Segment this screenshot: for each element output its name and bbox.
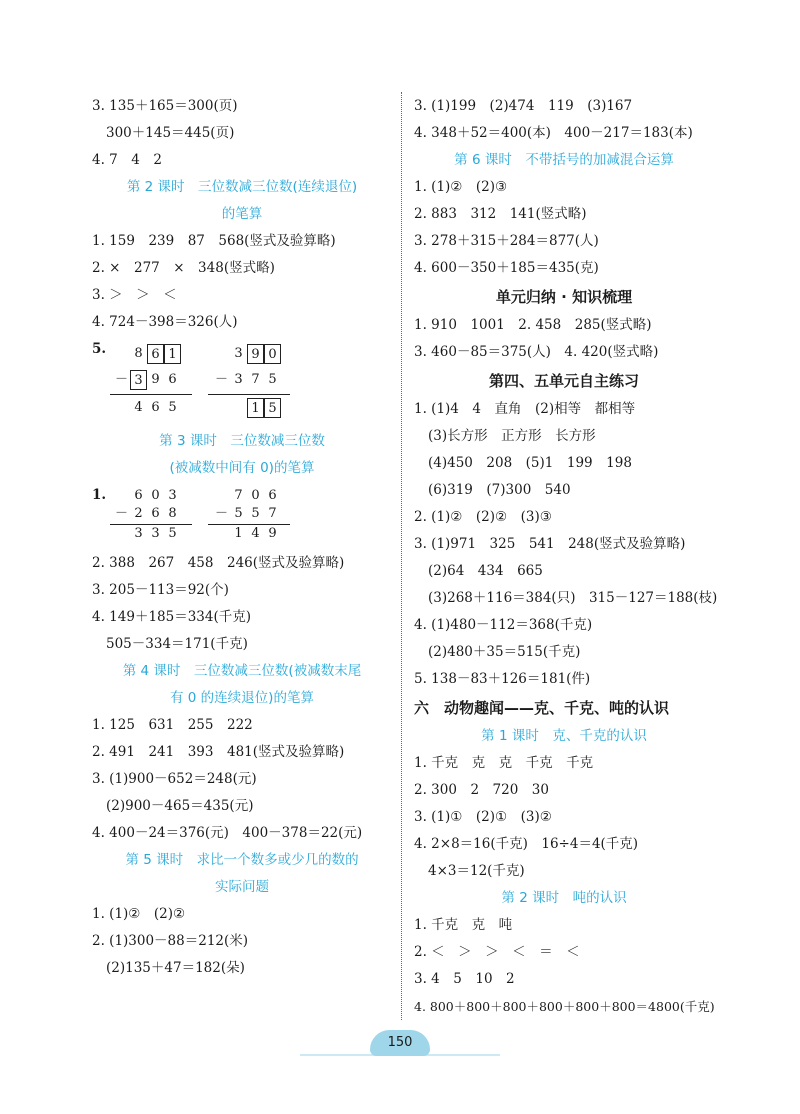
digit-box: 5 [264, 398, 281, 418]
digit: 0 [251, 488, 260, 503]
digit: 2 [134, 506, 143, 521]
section-heading: 第 2 课时 吨的认识 [501, 890, 627, 906]
section-heading: 第 2 课时 三位数减三位数(连续退位) [126, 179, 358, 195]
digit: 3 [151, 526, 160, 541]
answer-line: 4. (1)480－112＝368(千克) [414, 617, 593, 633]
digit: 5 [268, 372, 277, 387]
calc-rule [208, 394, 290, 395]
digit: 5 [168, 400, 177, 415]
unit-heading: 第四、五单元自主练习 [488, 372, 639, 390]
answer-line: 1. 159 239 87 568(竖式及验算略) [92, 233, 336, 249]
answer-line: 4. 348＋52＝400(本) 400－217＝183(本) [414, 125, 693, 141]
section-heading: 实际问题 [215, 879, 269, 895]
answer-line: 5. 138－83＋126＝181(件) [414, 671, 591, 687]
answer-line: 2. 491 241 393 481(竖式及验算略) [92, 744, 345, 760]
answer-line: 4. 7 4 2 [92, 152, 162, 168]
digit-box: 9 [247, 344, 264, 364]
unit-heading: 单元归纳 · 知识梳理 [495, 288, 633, 306]
digit: 6 [268, 488, 277, 503]
right-column [414, 93, 718, 1020]
digit: 1 [234, 526, 243, 541]
answer-line: 4. 400－24＝376(元) 400－378＝22(元) [92, 825, 363, 841]
digit: 3 [234, 346, 243, 361]
digit [230, 398, 247, 418]
answer-line: 505－334＝171(千克) [106, 636, 248, 652]
answer-line: (2)135＋47＝182(朵) [106, 960, 245, 976]
answer-line: (2)480＋35＝515(千克) [428, 644, 581, 660]
digit: 8 [134, 346, 143, 361]
section-heading: 第 3 课时 三位数减三位数 [159, 433, 325, 449]
calc-b-row2 [213, 370, 281, 390]
calc-b-row1 [230, 486, 281, 506]
answer-line: (3)长方形 正方形 长方形 [428, 428, 596, 444]
answer-line: 3. (1)199 (2)474 119 (3)167 [414, 98, 633, 114]
calc-a-result [130, 524, 181, 544]
minus-sign: － [114, 372, 128, 387]
answer-line: 2. ＜ ＞ ＞ ＜ ＝ ＜ [414, 944, 580, 960]
digit: 8 [168, 506, 177, 521]
answer-line: 4×3＝12(千克) [428, 863, 525, 879]
answer-line: 3. ＞ ＞ ＜ [92, 287, 177, 303]
chapter-heading: 六 动物趣闻——克、千克、吨的认识 [414, 699, 670, 717]
answer-line: 1. (1)② (2)③ [414, 179, 508, 195]
answer-line: (3)268＋116＝384(只) 315－127＝188(枝) [428, 590, 718, 606]
answer-line: 3. 460－85＝375(人) 4. 420(竖式略) [414, 344, 659, 360]
digit: 0 [151, 488, 160, 503]
answer-line: 2. 300 2 720 30 [414, 782, 549, 798]
answer-line: 1. 910 1001 2. 458 285(竖式略) [414, 317, 652, 333]
answer-line: 1. (1)4 4 直角 (2)相等 都相等 [414, 401, 636, 417]
vertical-calc-q1 [92, 482, 392, 550]
calc-rule [110, 394, 192, 395]
calc-a-row1 [130, 344, 181, 364]
digit: 4 [251, 526, 260, 541]
answer-line: 3. 205－113＝92(个) [92, 582, 229, 598]
column-divider [401, 92, 402, 1020]
calc-a-result [130, 398, 181, 418]
section-heading: 第 6 课时 不带括号的加减混合运算 [454, 152, 674, 168]
digit: 3 [134, 526, 143, 541]
digit: 6 [151, 400, 160, 415]
answer-line: 3. (1)900－652＝248(元) [92, 771, 257, 787]
digit-box: 0 [264, 344, 281, 364]
answer-line: 1. 125 631 255 222 [92, 717, 253, 733]
calc-b-result [230, 524, 281, 544]
left-column [92, 93, 392, 982]
answer-line: 3. 278＋315＋284＝877(人) [414, 233, 599, 249]
answer-line: 1. 千克 克 克 千克 千克 [414, 755, 594, 771]
digit: 3 [168, 488, 177, 503]
answer-line: (6)319 (7)300 540 [428, 482, 571, 498]
answer-line: 4. 724－398＝326(人) [92, 314, 238, 330]
digit: 9 [151, 372, 160, 387]
answer-line: 4. 800＋800＋800＋800＋800＋800＝4800(千克) [414, 999, 715, 1014]
digit-box: 6 [147, 344, 164, 364]
answer-line: 2. (1)300－88＝212(米) [92, 933, 249, 949]
answer-line: 3. 4 5 10 2 [414, 971, 515, 987]
digit: 6 [168, 372, 177, 387]
answer-line: 2. 388 267 458 246(竖式及验算略) [92, 555, 345, 571]
calc-b-row2 [213, 504, 281, 524]
answer-line: 2. 883 312 141(竖式略) [414, 206, 587, 222]
calc-b-row1 [230, 344, 281, 364]
minus-sign: － [214, 506, 228, 521]
answer-line: 3. (1)① (2)① (3)② [414, 809, 552, 825]
digit: 5 [168, 526, 177, 541]
page-number: 150 [370, 1030, 430, 1056]
digit: 3 [234, 372, 243, 387]
section-heading: 有 0 的连续退位)的笔算 [170, 690, 314, 706]
digit-box: 1 [164, 344, 181, 364]
answer-line: 4. 2×8＝16(千克) 16÷4＝4(千克) [414, 836, 639, 852]
digit: 4 [134, 400, 143, 415]
answer-line: (4)450 208 (5)1 199 198 [428, 455, 632, 471]
answer-line: (2)64 434 665 [428, 563, 543, 579]
answer-line: 2. (1)② (2)② (3)③ [414, 509, 552, 525]
minus-sign: － [114, 506, 128, 521]
calc-a-row2 [113, 504, 181, 524]
minus-sign: － [214, 372, 228, 387]
calc-a-row1 [130, 486, 181, 506]
answer-line: 300＋145＝445(页) [106, 125, 235, 141]
question-label: 1. [92, 487, 107, 503]
answer-line: 4. 600－350＋185＝435(克) [414, 260, 599, 276]
digit-box: 1 [247, 398, 264, 418]
answer-line: 3. 135＋165＝300(页) [92, 98, 238, 114]
answer-line: 1. 千克 克 吨 [414, 917, 513, 933]
section-heading: 的笔算 [221, 206, 263, 222]
section-heading: (被减数中间有 0)的笔算 [169, 460, 315, 476]
digit: 5 [234, 506, 243, 521]
answer-line: 1. (1)② (2)② [92, 906, 186, 922]
digit: 7 [234, 488, 243, 503]
answer-line: 4. 149＋185＝334(千克) [92, 609, 252, 625]
answer-line: 2. × 277 × 348(竖式略) [92, 260, 275, 276]
calc-a-row2 [113, 370, 181, 390]
digit: 9 [268, 526, 277, 541]
question-label: 5. [92, 341, 107, 357]
section-heading: 第 5 课时 求比一个数多或少几的数的 [125, 852, 359, 868]
section-heading: 第 4 课时 三位数减三位数(被减数末尾 [122, 663, 362, 679]
digit: 6 [151, 506, 160, 521]
answer-line: (2)900－465＝435(元) [106, 798, 254, 814]
digit-box: 3 [130, 370, 147, 390]
section-heading: 第 1 课时 克、千克的认识 [481, 728, 647, 744]
answer-line: 3. (1)971 325 541 248(竖式及验算略) [414, 536, 686, 552]
vertical-calc-q5 [92, 336, 392, 428]
digit: 6 [134, 488, 143, 503]
digit: 7 [268, 506, 277, 521]
digit: 5 [251, 506, 260, 521]
digit: 7 [251, 372, 260, 387]
calc-b-result [230, 398, 281, 418]
